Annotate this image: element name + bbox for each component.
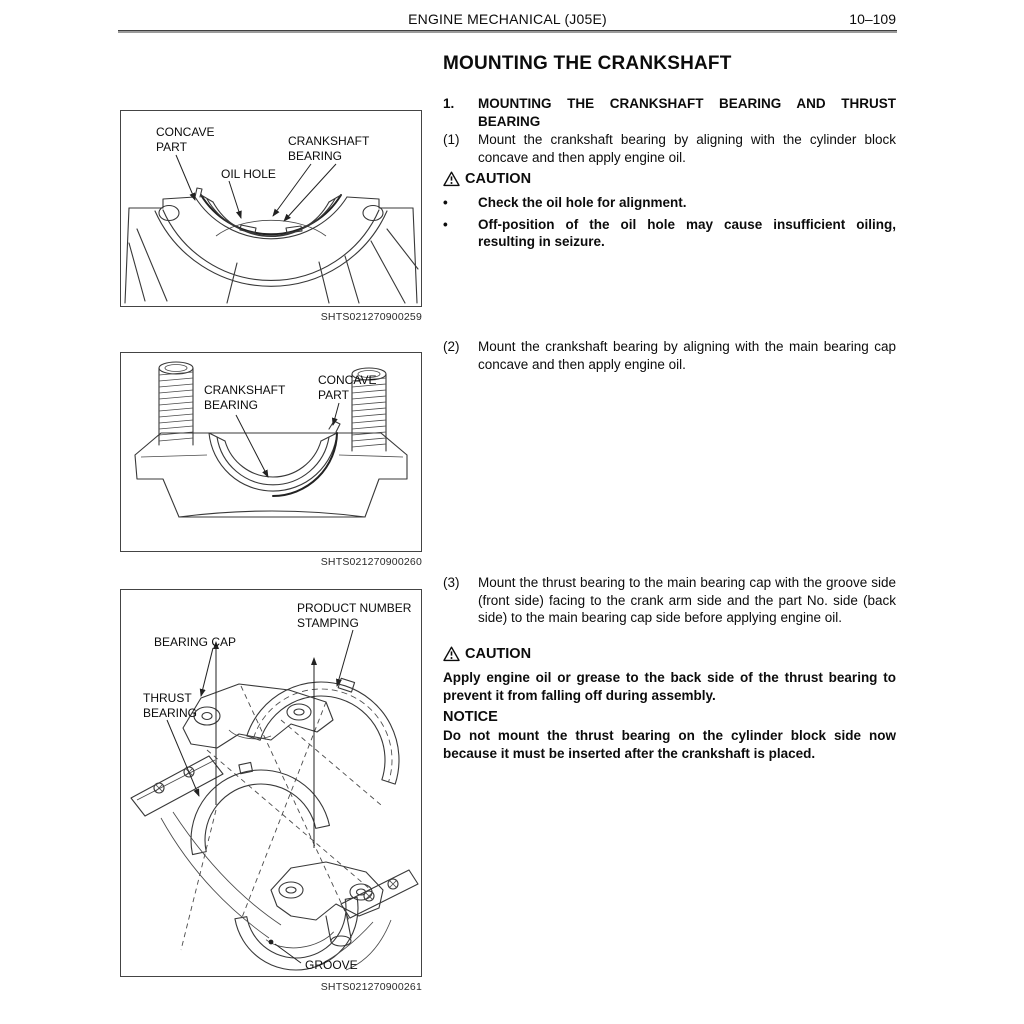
step-3 — [443, 574, 896, 627]
step-3-text: Mount the thrust bearing to the main bearing cap with the groove side (front side) facing to the crank arm side and the part No. side (back side) to the main bearing cap side before applying engine oil. — [478, 575, 896, 625]
step-3-number: (3) — [443, 575, 460, 590]
step-1-text: Mount the crankshaft bearing by aligning with the cylinder block concave and then apply engine oil. — [478, 132, 896, 165]
section-number: 1. — [443, 96, 455, 111]
caution-2-text: Apply engine oil or grease to the back side of the thrust bearing to prevent it from falling off during assembly. — [443, 670, 896, 703]
label-bearing-cap: BEARING CAP — [154, 635, 237, 649]
header-rule — [118, 30, 897, 33]
caution-block-1 — [443, 171, 896, 255]
caution-2-label: CAUTION — [465, 646, 532, 662]
caution-icon — [443, 646, 460, 662]
label-concave-part-2: PART — [156, 140, 187, 154]
section-heading-text: MOUNTING THE CRANKSHAFT BEARING AND THRUST BEARING — [478, 96, 896, 129]
notice-label: NOTICE — [443, 709, 498, 725]
label-concave-part: CONCAVE — [318, 373, 377, 387]
step-2-text: Mount the crankshaft bearing by aligning with the main bearing cap concave and then apply engine oil. — [478, 339, 896, 372]
caution-1-bullet-1-text: Check the oil hole for alignment. — [478, 195, 687, 210]
caution-block-2 — [443, 646, 896, 704]
leader-product-number-stamping — [337, 630, 353, 686]
label-stamping: STAMPING — [297, 616, 359, 630]
header-section-title: ENGINE MECHANICAL (J05E) — [408, 11, 607, 27]
label-crankshaft-bearing-2: BEARING — [288, 149, 343, 163]
leader-groove — [275, 944, 301, 963]
figure-1-art — [121, 111, 421, 306]
figure-2-art — [121, 353, 421, 551]
step-2 — [443, 338, 896, 373]
step-1-number: (1) — [443, 132, 460, 147]
notice-text: Do not mount the thrust bearing on the cylinder block side now because it must be inserted after the crankshaft is placed. — [443, 728, 896, 761]
label-concave-part-2: PART — [318, 388, 349, 402]
caution-1-bullet-1 — [443, 194, 896, 212]
label-thrust: THRUST — [143, 691, 192, 705]
leader-crankshaft-bearing — [273, 164, 311, 216]
figure-2-code: SHTS021270900260 — [320, 556, 422, 568]
label-concave-part: CONCAVE — [156, 125, 215, 139]
label-thrust-bearing-2: BEARING — [143, 706, 198, 720]
figure-3-code: SHTS021270900261 — [320, 981, 422, 993]
figure-cylinder-block-bearing — [120, 110, 422, 307]
step-2-number: (2) — [443, 339, 460, 354]
caution-1-bullet-2-text: Off-position of the oil hole may cause insufficient oiling, resulting in seizure. — [478, 216, 896, 249]
label-crankshaft-bearing: CRANKSHAFT — [288, 134, 370, 148]
caution-1-label: CAUTION — [465, 171, 532, 187]
label-crankshaft-bearing-2: BEARING — [204, 398, 259, 412]
caution-1-bullet-2 — [443, 216, 896, 251]
bullet-glyph: • — [443, 216, 448, 232]
figure-thrust-bearing-exploded — [120, 589, 422, 977]
label-crankshaft-bearing: CRANKSHAFT — [204, 383, 286, 397]
label-product-number: PRODUCT NUMBER — [297, 601, 412, 615]
caution-2-heading — [443, 646, 896, 662]
leader-bearing-cap — [201, 648, 213, 696]
leader-oil-hole — [229, 181, 241, 218]
page-title: MOUNTING THE CRANKSHAFT — [443, 53, 732, 74]
caution-1-heading — [443, 171, 896, 187]
section-heading — [443, 95, 896, 130]
leader-concave-part — [176, 155, 195, 200]
notice-block — [443, 709, 896, 762]
label-groove: GROOVE — [305, 958, 358, 972]
bullet-glyph: • — [443, 195, 448, 210]
step-1 — [443, 131, 896, 166]
figure-3-art — [121, 590, 421, 976]
figure-1-code: SHTS021270900259 — [320, 311, 422, 323]
header-page-number: 10–109 — [849, 11, 896, 27]
leader-thrust-bearing — [167, 720, 199, 796]
label-oil-hole: OIL HOLE — [221, 167, 276, 181]
figure-bearing-cap-bearing — [120, 352, 422, 552]
leader-crankshaft-bearing — [236, 415, 268, 477]
caution-icon — [443, 171, 460, 187]
